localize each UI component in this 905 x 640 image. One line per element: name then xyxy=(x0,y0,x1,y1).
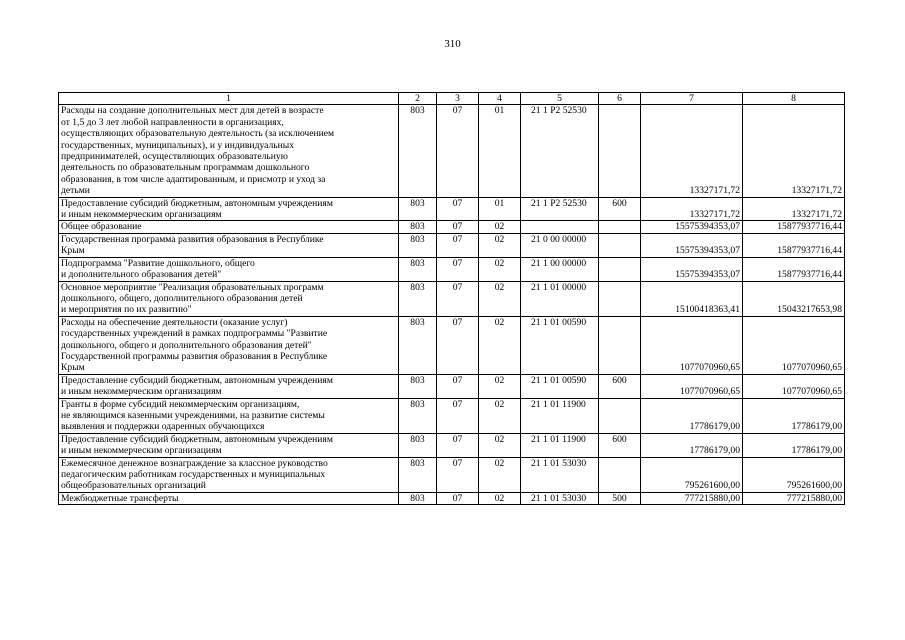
table-row xyxy=(59,316,845,374)
ministry-code: 803 xyxy=(399,492,437,504)
ministry-code: 803 xyxy=(399,221,437,233)
ministry-code: 803 xyxy=(399,457,437,492)
row-description xyxy=(59,221,399,233)
section-code: 07 xyxy=(437,492,479,504)
section-code: 07 xyxy=(437,398,479,433)
amount-year-2: 15043217653,98 xyxy=(743,281,845,316)
amount-year-1: 777215880,00 xyxy=(641,492,743,504)
table-row xyxy=(59,105,845,197)
row-description xyxy=(59,257,399,281)
section-code: 07 xyxy=(437,257,479,281)
section-code: 07 xyxy=(437,374,479,398)
ministry-code: 803 xyxy=(399,374,437,398)
row-description xyxy=(59,197,399,221)
ministry-code: 803 xyxy=(399,316,437,374)
row-description-text: Подпрограмма "Развитие дошкольного, общего и дополнительного образования детей" xyxy=(61,257,255,281)
column-header: 4 xyxy=(479,93,521,105)
ministry-code: 803 xyxy=(399,281,437,316)
ministry-code: 803 xyxy=(399,105,437,197)
row-description xyxy=(59,492,399,504)
amount-year-1: 17786179,00 xyxy=(641,398,743,433)
subsection-code: 02 xyxy=(479,492,521,504)
subsection-code: 01 xyxy=(479,197,521,221)
section-code: 07 xyxy=(437,281,479,316)
row-description-text: Государственная программа развития образования в Республике Крым xyxy=(61,233,324,257)
amount-year-2: 15877937716,44 xyxy=(743,221,845,233)
amount-year-2: 17786179,00 xyxy=(743,398,845,433)
row-description xyxy=(59,398,399,433)
row-description xyxy=(59,374,399,398)
expense-type-code xyxy=(599,257,641,281)
expense-type-code xyxy=(599,233,641,257)
ministry-code: 803 xyxy=(399,197,437,221)
ministry-code: 803 xyxy=(399,257,437,281)
target-article-code: 21 1 01 11900 xyxy=(521,433,599,457)
column-header: 5 xyxy=(521,93,599,105)
expense-type-code xyxy=(599,281,641,316)
amount-year-1: 1077070960,65 xyxy=(641,316,743,374)
amount-year-2: 795261600,00 xyxy=(743,457,845,492)
subsection-code: 02 xyxy=(479,457,521,492)
section-code: 07 xyxy=(437,197,479,221)
target-article-code: 21 1 01 00000 xyxy=(521,281,599,316)
expense-type-code xyxy=(599,221,641,233)
row-description xyxy=(59,433,399,457)
subsection-code: 02 xyxy=(479,316,521,374)
row-description-text: Межбюджетные трансферты xyxy=(61,492,179,504)
row-description-text: Предоставление субсидий бюджетным, автономным учреждениям и иным некоммерческим организациям xyxy=(61,197,333,221)
expense-type-code xyxy=(599,105,641,197)
expense-type-code: 600 xyxy=(599,374,641,398)
expense-type-code xyxy=(599,398,641,433)
subsection-code: 02 xyxy=(479,374,521,398)
table-row xyxy=(59,492,845,504)
row-description-text: Ежемесячное денежное вознаграждение за классное руководство педагогическим работникам государственных и муниципальных общеобразовательных организаций xyxy=(61,457,328,492)
table-row xyxy=(59,398,845,433)
table-row xyxy=(59,233,845,257)
column-header: 1 xyxy=(59,93,399,105)
row-description-text: Общее образование xyxy=(61,221,142,233)
subsection-code: 02 xyxy=(479,257,521,281)
target-article-code: 21 1 01 53030 xyxy=(521,492,599,504)
amount-year-1: 1077070960,65 xyxy=(641,374,743,398)
table-row xyxy=(59,457,845,492)
target-article-code: 21 1 P2 52530 xyxy=(521,105,599,197)
amount-year-2: 777215880,00 xyxy=(743,492,845,504)
row-description-text: Расходы на обеспечение деятельности (оказание услуг) государственных учреждений в рамках подпрограммы "Развитие дошкольного, общего и дополнительного образования детей" Государственной программы развития образования в Республике Крым xyxy=(61,316,328,374)
section-code: 07 xyxy=(437,433,479,457)
target-article-code: 21 1 00 00000 xyxy=(521,257,599,281)
expense-type-code: 500 xyxy=(599,492,641,504)
column-header: 6 xyxy=(599,93,641,105)
section-code: 07 xyxy=(437,221,479,233)
target-article-code: 21 1 01 11900 xyxy=(521,398,599,433)
amount-year-2: 15877937716,44 xyxy=(743,257,845,281)
row-description-text: Гранты в форме субсидий некоммерческим организациям, не являющимся казенными учреждениями, на развитие системы выявления и поддержки одаренных обучающихся xyxy=(61,398,325,433)
amount-year-1: 13327171,72 xyxy=(641,197,743,221)
subsection-code: 02 xyxy=(479,233,521,257)
page-number: 310 xyxy=(444,38,461,50)
budget-table xyxy=(58,92,845,505)
table-row xyxy=(59,221,845,233)
target-article-code: 21 1 01 00590 xyxy=(521,316,599,374)
amount-year-1: 15100418363,41 xyxy=(641,281,743,316)
table-row xyxy=(59,281,845,316)
amount-year-1: 13327171,72 xyxy=(641,105,743,197)
amount-year-1: 15575394353,07 xyxy=(641,233,743,257)
column-header: 3 xyxy=(437,93,479,105)
expense-type-code xyxy=(599,316,641,374)
amount-year-1: 15575394353,07 xyxy=(641,257,743,281)
section-code: 07 xyxy=(437,457,479,492)
target-article-code: 21 1 P2 52530 xyxy=(521,197,599,221)
table-row xyxy=(59,374,845,398)
expense-type-code xyxy=(599,457,641,492)
column-header: 2 xyxy=(399,93,437,105)
subsection-code: 01 xyxy=(479,105,521,197)
row-description-text: Предоставление субсидий бюджетным, автономным учреждениям и иным некоммерческим организациям xyxy=(61,433,333,457)
ministry-code: 803 xyxy=(399,398,437,433)
section-code: 07 xyxy=(437,316,479,374)
amount-year-2: 13327171,72 xyxy=(743,197,845,221)
ministry-code: 803 xyxy=(399,433,437,457)
expense-type-code: 600 xyxy=(599,197,641,221)
table-body xyxy=(59,93,845,505)
column-header: 7 xyxy=(641,93,743,105)
row-description-text: Основное мероприятие "Реализация образовательных программ дошкольного, общего, дополнительного образования детей и мероприятия по их развитию" xyxy=(61,281,324,316)
expense-type-code: 600 xyxy=(599,433,641,457)
section-code: 07 xyxy=(437,105,479,197)
table-row xyxy=(59,433,845,457)
target-article-code xyxy=(521,221,599,233)
row-description xyxy=(59,281,399,316)
subsection-code: 02 xyxy=(479,221,521,233)
target-article-code: 21 1 01 53030 xyxy=(521,457,599,492)
row-description xyxy=(59,316,399,374)
row-description xyxy=(59,233,399,257)
section-code: 07 xyxy=(437,233,479,257)
amount-year-1: 795261600,00 xyxy=(641,457,743,492)
ministry-code: 803 xyxy=(399,233,437,257)
table-row xyxy=(59,257,845,281)
subsection-code: 02 xyxy=(479,281,521,316)
row-description xyxy=(59,457,399,492)
column-header: 8 xyxy=(743,93,845,105)
target-article-code: 21 1 01 00590 xyxy=(521,374,599,398)
amount-year-1: 15575394353,07 xyxy=(641,221,743,233)
amount-year-2: 1077070960,65 xyxy=(743,374,845,398)
amount-year-2: 1077070960,65 xyxy=(743,316,845,374)
table-row xyxy=(59,197,845,221)
amount-year-1: 17786179,00 xyxy=(641,433,743,457)
target-article-code: 21 0 00 00000 xyxy=(521,233,599,257)
row-description-text: Расходы на создание дополнительных мест для детей в возрасте от 1,5 до 3 лет любой направленности в организациях, осуществляющих образовательную деятельность (за исключением государственных, муниципальных), и у индивидуальных предпринимателей, осуществляющих образовательную деятельность по образовательным программам дошкольного образования, в том числе адаптированным, и присмотр и уход за детьми xyxy=(61,105,335,197)
subsection-code: 02 xyxy=(479,398,521,433)
amount-year-2: 13327171,72 xyxy=(743,105,845,197)
table-header-row xyxy=(59,93,845,105)
amount-year-2: 15877937716,44 xyxy=(743,233,845,257)
row-description-text: Предоставление субсидий бюджетным, автономным учреждениям и иным некоммерческим организациям xyxy=(61,374,333,398)
subsection-code: 02 xyxy=(479,433,521,457)
row-description xyxy=(59,105,399,197)
amount-year-2: 17786179,00 xyxy=(743,433,845,457)
